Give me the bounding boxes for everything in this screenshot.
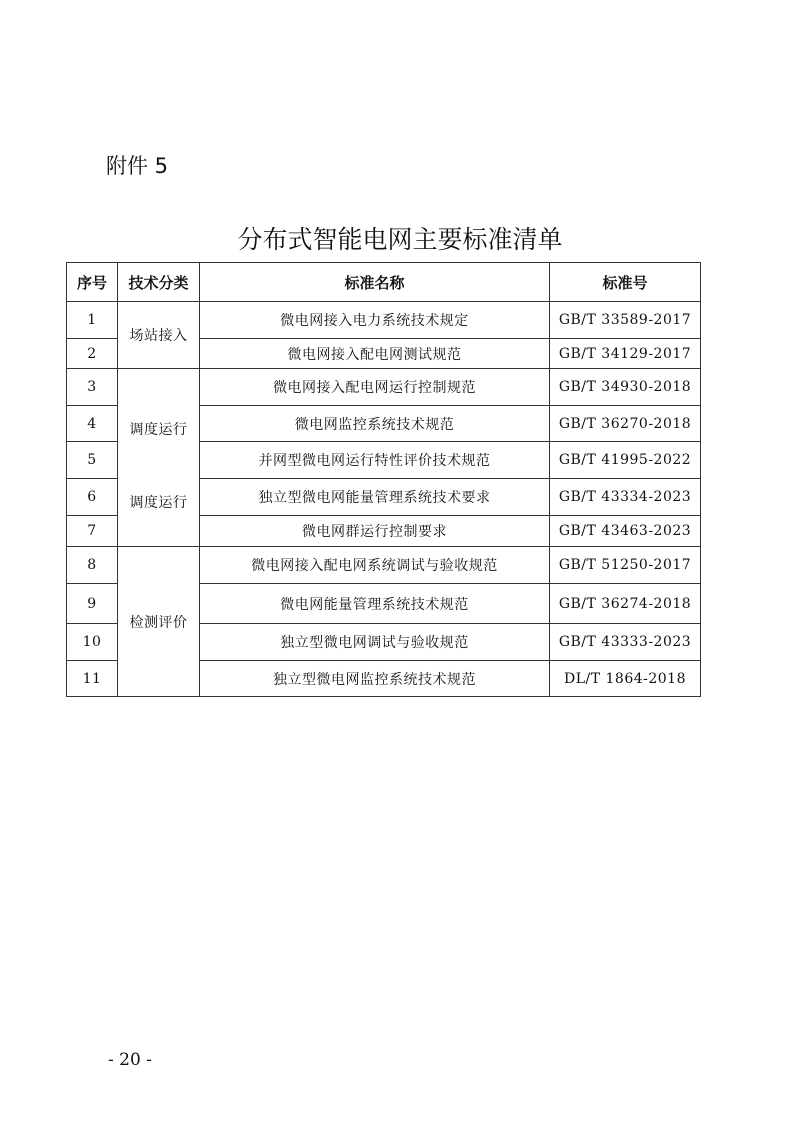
standard-name: 微电网接入配电网运行控制规范	[200, 369, 550, 406]
standard-code: DL/T 1864-2018	[550, 661, 701, 697]
standard-name: 微电网能量管理系统技术规范	[200, 584, 550, 624]
header-name: 标准名称	[200, 263, 550, 302]
row-index: 9	[67, 584, 118, 624]
standard-name: 独立型微电网监控系统技术规范	[200, 661, 550, 697]
table-row	[67, 547, 701, 584]
standard-name: 微电网监控系统技术规范	[200, 406, 550, 442]
category-label: 调度运行	[129, 422, 188, 439]
header-category: 技术分类	[118, 263, 200, 302]
standard-code: GB/T 34129-2017	[550, 339, 701, 369]
standard-name: 微电网接入配电网系统调试与验收规范	[200, 547, 550, 584]
standard-name: 微电网接入配电网测试规范	[200, 339, 550, 369]
row-index: 3	[67, 369, 118, 406]
table-row	[67, 302, 701, 339]
standard-code: GB/T 41995-2022	[550, 442, 701, 478]
standard-name: 独立型微电网能量管理系统技术要求	[200, 478, 550, 515]
row-index: 5	[67, 442, 118, 478]
row-index: 7	[67, 515, 118, 546]
row-index: 4	[67, 406, 118, 442]
standard-code: GB/T 33589-2017	[550, 302, 701, 339]
standard-code: GB/T 51250-2017	[550, 547, 701, 584]
category-cell: 场站接入	[118, 302, 200, 369]
category-label: 调度运行	[129, 494, 188, 511]
document-title: 分布式智能电网主要标准清单	[237, 225, 563, 254]
standards-table	[66, 262, 701, 697]
standard-code: GB/T 34930-2018	[550, 369, 701, 406]
standard-code: GB/T 43463-2023	[550, 515, 701, 546]
header-index: 序号	[67, 263, 118, 302]
row-index: 11	[67, 661, 118, 697]
table-row	[67, 369, 701, 406]
page-number: - 20 -	[108, 1050, 152, 1070]
standard-code: GB/T 43333-2023	[550, 624, 701, 661]
row-index: 2	[67, 339, 118, 369]
table-header-row	[67, 263, 701, 302]
standard-name: 独立型微电网调试与验收规范	[200, 624, 550, 661]
standard-code: GB/T 36274-2018	[550, 584, 701, 624]
attachment-label: 附件 5	[106, 154, 169, 178]
standard-code: GB/T 43334-2023	[550, 478, 701, 515]
standard-name: 微电网群运行控制要求	[200, 515, 550, 546]
standard-name: 微电网接入电力系统技术规定	[200, 302, 550, 339]
row-index: 6	[67, 478, 118, 515]
standard-name: 并网型微电网运行特性评价技术规范	[200, 442, 550, 478]
row-index: 8	[67, 547, 118, 584]
category-cell: 检测评价	[118, 547, 200, 697]
row-index: 1	[67, 302, 118, 339]
standard-code: GB/T 36270-2018	[550, 406, 701, 442]
header-code: 标准号	[550, 263, 701, 302]
row-index: 10	[67, 624, 118, 661]
category-cell	[118, 369, 200, 547]
